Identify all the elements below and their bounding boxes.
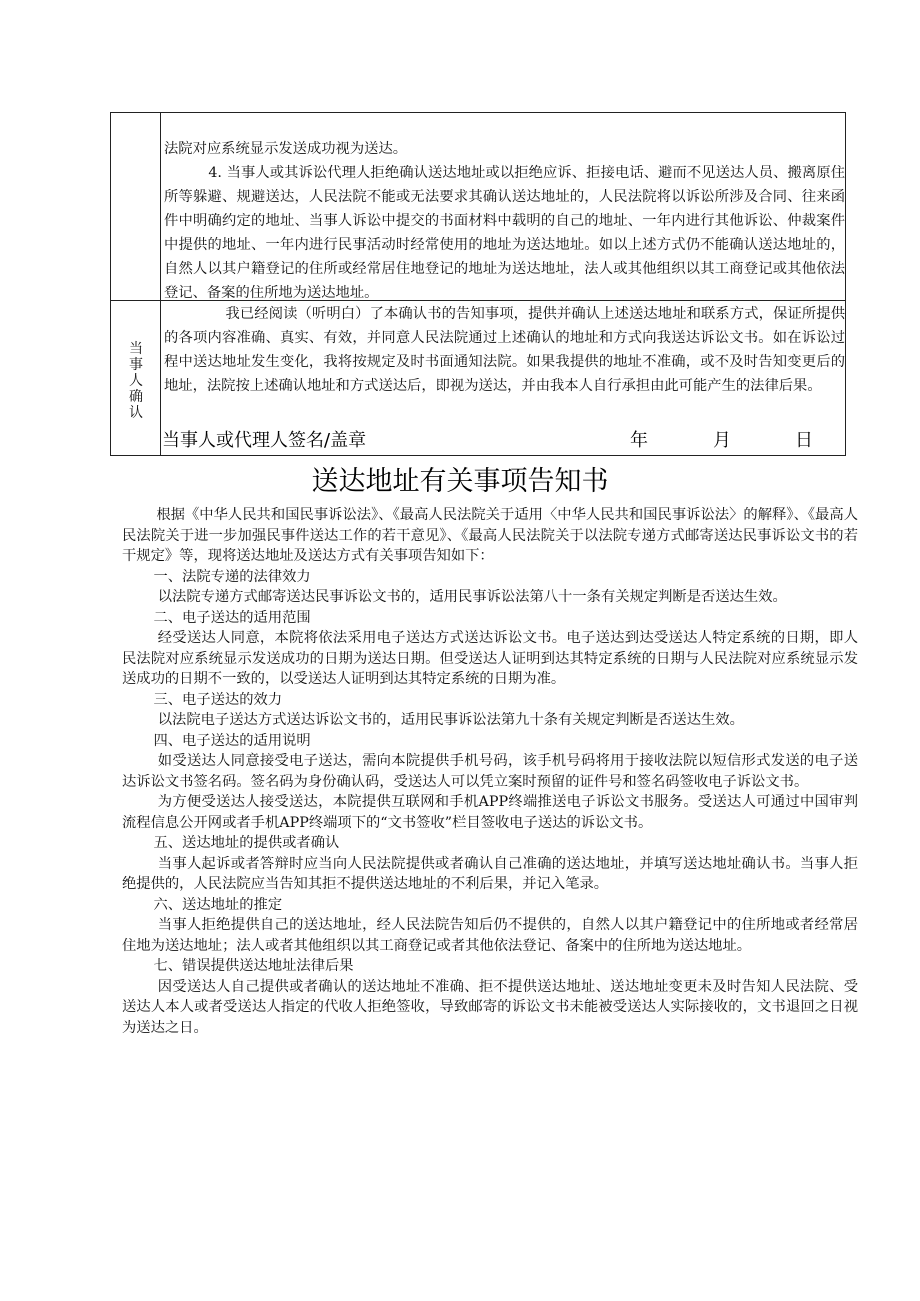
section-paragraph: 如受送达人同意接受电子送达，需向本院提供手机号码，该手机号码将用于接收法院以短信形式发送的电子送达诉讼文书签名码。签名码为身份确认码，受送达人可以凭立案时预留的证件号和签名码签收电子诉讼文书。 — [122, 753, 858, 790]
signature-label: 当事人或代理人签名/盖章 — [162, 430, 367, 451]
rule-text-continued: 法院对应系统显示发送成功视为送达。 — [164, 141, 408, 157]
confirmation-cell — [164, 302, 845, 398]
section-paragraph: 以法院专递方式邮寄送达民事诉讼文书的，适用民事诉讼法第八十一条有关规定判断是否送达生效。 — [157, 589, 787, 605]
section-paragraph: 经受送达人同意，本院将依法采用电子送达方式送达诉讼文书。电子送达到达受送达人特定系统的日期，即人民法院对应系统显示发送成功的日期为送达日期。但受送达人证明到达其特定系统的日期与人民法院对应系统显示发送成功的日期不一致的，以受送达人证明到达其特定系统的日期为准。 — [122, 630, 858, 687]
section-heading: 三、电子送达的效力 — [153, 691, 283, 708]
notice-intro: 根据《中华人民共和国民事诉讼法》、《最高人民法院关于适用〈中华人民共和国民事诉讼法〉的解释》、《最高人民法院关于进一步加强民事件送达工作的若干意见》、《最高人民法院关于以法院专递方式邮寄送达民事诉讼文书的若干规定》等，现将送达地址及送达方式有关事项告知如下： — [122, 507, 858, 564]
notice-title: 送达地址有关事项告知书 — [311, 466, 609, 497]
signature-day-label: 日 — [795, 430, 813, 451]
section-paragraph: 当事人起诉或者答辩时应当向人民法院提供或者确认自己准确的送达地址，并填写送达地址确认书。当事人拒绝提供的，人民法院应当告知其拒不提供送达地址的不利后果，并记入笔录。 — [122, 855, 858, 892]
section-heading: 一、法院专递的法律效力 — [153, 568, 311, 585]
section-paragraph: 以法院电子送达方式送达诉讼文书的，适用民事诉讼法第九十条有关规定判断是否送达生效。 — [157, 712, 744, 728]
confirmation-table — [110, 112, 846, 456]
section-heading: 二、电子送达的适用范围 — [153, 609, 311, 626]
label-char: 认 — [129, 405, 143, 421]
section-paragraph: 当事人拒绝提供自己的送达地址，经人民法院告知后仍不提供的，自然人以其户籍登记中的住所地或者经常居住地为送达地址；法人或者其他组织以其工商登记或者其他依法登记、备案中的住所地为送达地址。 — [122, 917, 858, 954]
label-char: 确 — [129, 389, 143, 405]
signature-row — [162, 420, 846, 454]
rule-4-text: 4. 当事人或其诉讼代理人拒绝确认送达地址或以拒绝应诉、拒接电话、避而不见送达人员、搬离原住所等躲避、规避送达，人民法院不能或无法要求其确认送达地址的，人民法院将以诉讼所涉及合同、往来函件中明确约定的地址、当事人诉讼中提交的书面材料中载明的自己的地址、一年内进行其他诉讼、仲裁案件中提供的地址、一年内进行民事活动时经常使用的地址为送达地址。如以上述方式仍不能确认送达地址的，自然人以其户籍登记的住所或经常居住地登记的地址为送达地址，法人或其他组织以其工商登记或其他依法登记、备案的住所地为送达地址。 — [164, 165, 845, 301]
section-heading: 四、电子送达的适用说明 — [153, 732, 311, 749]
section-paragraph: 为方便受送达人接受送达，本院提供互联网和手机APP终端推送电子诉讼文书服务。受送达人可通过中国审判流程信息公开网或者手机APP终端项下的“文书签收”栏目签收电子送达的诉讼文书。 — [122, 794, 858, 831]
section-heading: 七、错误提供送达地址法律后果 — [153, 958, 354, 974]
section-heading: 五、送达地址的提供或者确认 — [153, 835, 340, 851]
section-paragraph: 因受送达人自己提供或者确认的送达地址不准确、拒不提供送达地址、送达地址变更未及时告知人民法院、受送达人本人或者受送达人指定的代收人拒绝签收，导致邮寄的诉讼文书未能被受送达人实际接收的，文书退回之日视为送达之日。 — [122, 978, 858, 1036]
label-char: 人 — [129, 373, 143, 389]
label-char: 事 — [129, 357, 143, 373]
notice-body — [122, 505, 858, 1038]
signature-month-label: 月 — [713, 430, 731, 451]
signature-year-label: 年 — [630, 430, 648, 451]
section-heading: 六、送达地址的推定 — [153, 896, 283, 913]
service-rules-cell — [164, 137, 845, 305]
confirmation-statement: 我已经阅读（听明白）了本确认书的告知事项，提供并确认上述送达地址和联系方式，保证所提供的各项内容准确、真实、有效，并同意人民法院通过上述确认的地址和方式向我送达诉讼文书。如在诉讼过程中送达地址发生变化，我将按规定及时书面通知法院。如果我提供的地址不准确，或不及时告知变更后的地址，法院按上述确认地址和方式送达后，即视为送达，并由我本人自行承担由此可能产生的法律后果。 — [164, 306, 845, 394]
party-confirmation-label — [111, 341, 161, 421]
label-char: 当 — [129, 341, 143, 357]
